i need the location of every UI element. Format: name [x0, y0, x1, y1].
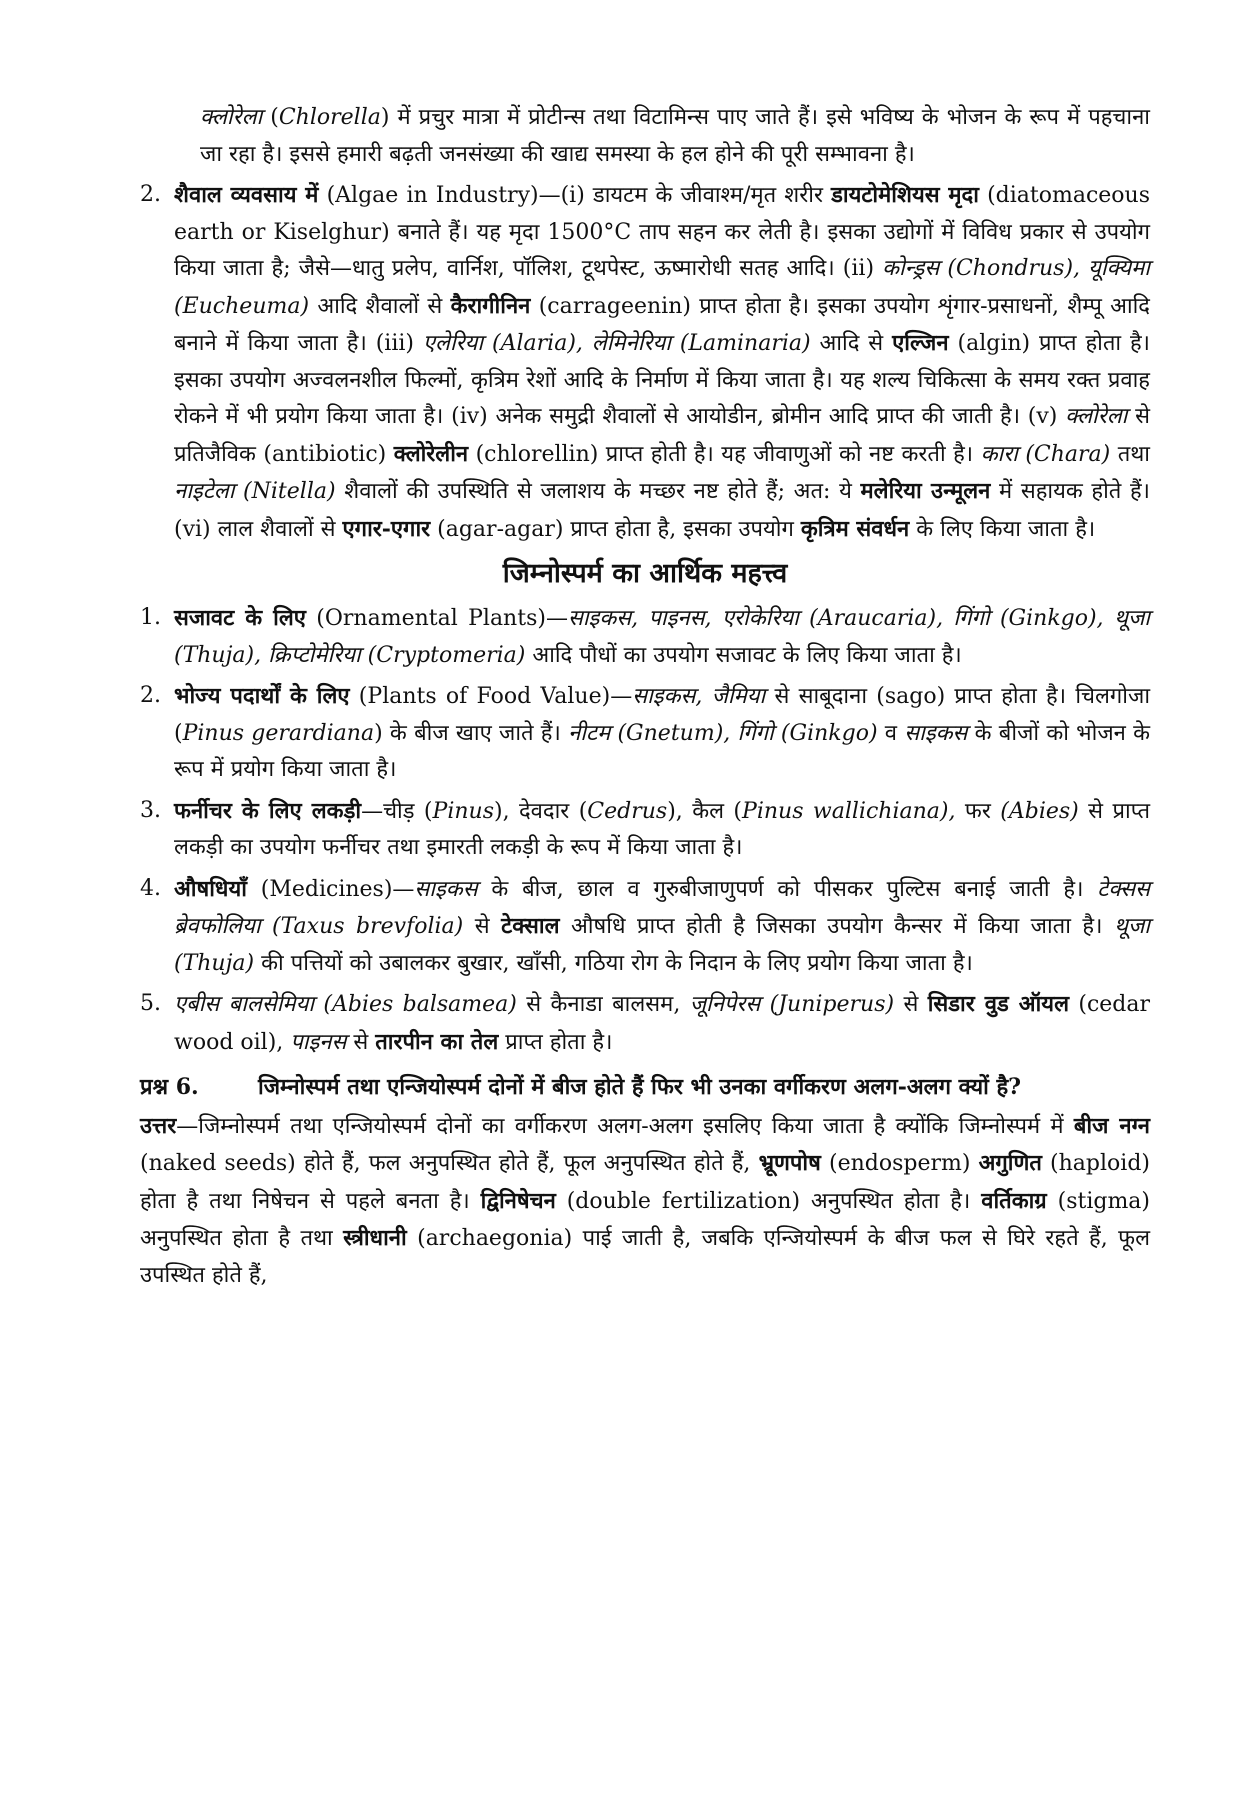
italic-term: जूनिपेरस (Juniperus) [689, 992, 895, 1017]
item-text: से प्राप्त लकड़ी का उपयोग फर्नीचर तथा इमारती लकड़ी के रूप में किया जाता है। [174, 798, 1151, 860]
item-body [174, 986, 1150, 1061]
bold-term: भ्रूणपोष [758, 1150, 821, 1176]
bold-term: एगार-एगार [342, 515, 431, 542]
bold-term: स्त्रीधानी [343, 1225, 407, 1251]
item-text: (algin) प्राप्त होता है। इसका उपयोग अज्वलनशील फिल्मों, कृत्रिम रेशों आदि के निर्माण में किया जाता है। यह शल्य चिकित्सा के समय रक्त प्रवाह रोकने में भी प्रयोग किया जाता है। (iv) अनेक समुद्री शैवालों से आयोडीन, ब्रोमीन आदि प्राप्त की जाती है। (v) [174, 331, 1151, 429]
item-text: से [346, 1029, 376, 1055]
item-text: से प्रतिजैविक (antibiotic) [174, 404, 1150, 467]
answer-text: (endosperm) [820, 1151, 979, 1176]
item-text: तथा [1110, 441, 1150, 467]
question-text: जिम्नोस्पर्म तथा एन्जियोस्पर्म दोनों में बीज होते हैं फिर भी उनका वर्गीकरण अलग-अलग क्यों है? [258, 1074, 1022, 1100]
italic-term: एबीस बालसेमिया (Abies balsamea) [174, 992, 517, 1017]
section-heading: जिम्नोस्पर्म का आर्थिक महत्त्व [502, 558, 788, 589]
bold-term: बीज नग्न [1073, 1112, 1150, 1139]
italic-term: Cedrus [587, 798, 668, 824]
italic-term: थूजा (Thuja) [174, 914, 1150, 976]
item-text: के बीजों को भोजन के रूप में प्रयोग किया जाता है। [174, 720, 1151, 782]
item-number: 2. [140, 683, 161, 708]
item-body [174, 871, 1150, 983]
item-text: (cedar wood oil), [174, 992, 1151, 1055]
bold-term: एल्जिन [892, 330, 949, 356]
list-item-food [140, 678, 1150, 789]
answer-text: (haploid) होता है तथा निषेचन से पहले बनता है। [140, 1151, 1150, 1214]
bold-term: कृत्रिम संवर्धन [800, 515, 910, 542]
item-text: (diatomaceous earth or Kiselghur) बनाते हैं। यह मृदा 1500°C ताप सहन कर लेती है। इसका उद्योगों में विविध प्रकार से उपयोग किया जाता है; जैसे—धातु प्रलेप, वार्निश, पॉलिश, टूथपेस्ट, ऊष्मारोधी सतह आदि। (ii) [174, 183, 1150, 281]
italic-term: नाइटेला (Nitella) [174, 479, 336, 504]
answer-text: (stigma) अनुपस्थित होता है तथा [140, 1188, 1151, 1251]
italic-term: क्लोरेला [1065, 404, 1128, 429]
bold-term: सिडार वुड ऑयल [927, 991, 1069, 1017]
item-text: व [877, 720, 905, 746]
item-text: ), देवदार ( [493, 798, 588, 824]
item-text: (Medicines)— [246, 876, 415, 902]
italic-term: Pinus [432, 798, 494, 824]
list-item-medicines [140, 871, 1150, 983]
item-text: (chlorellin) प्राप्त होती है। यह जीवाणुओं को नष्ट करती है। [468, 441, 981, 467]
list-item-furniture [140, 793, 1150, 867]
item-number: 2. [140, 182, 161, 207]
item-number: 1. [140, 605, 161, 630]
answer-label: उत्तर [140, 1112, 177, 1139]
item-text: (agar-agar) प्राप्त होता है, इसका उपयोग [430, 516, 801, 542]
italic-term: साइकस, पाइनस, एरोकेरिया (Araucaria), गिंगो (Ginkgo), थूजा (Thuja), क्रिप्टोमेरिया (Cryptomeria) [174, 606, 1150, 668]
italic-term: एलेरिया (Alaria), लेमिनेरिया (Laminaria) [422, 331, 811, 356]
intro-hindi-term: क्लोरेला [200, 105, 263, 130]
list-item-oils [140, 986, 1150, 1061]
question-block [140, 1069, 1150, 1106]
answer-text: —जिम्नोस्पर्म तथा एन्जियोस्पर्म दोनों का वर्गीकरण अलग-अलग इसलिए किया जाता है क्योंकि जिम्नोस्पर्म में [176, 1113, 1074, 1139]
bold-term: टेक्साल [501, 913, 560, 939]
item-text: आदि से [810, 331, 893, 356]
item-heading: फर्नीचर के लिए लकड़ी [174, 797, 362, 824]
item-text: में सहायक होते हैं। (vi) लाल शैवालों से [174, 479, 1150, 542]
intro-text: ( [262, 105, 279, 130]
item-text: ), कैल ( [667, 798, 743, 824]
item-heading: भोज्य पदार्थों के लिए [174, 683, 350, 709]
item-text: —चीड़ ( [361, 798, 433, 824]
item-text: से साबूदाना (sago) प्राप्त होता है। चिलगोजा ( [174, 684, 1151, 746]
item-text: आदि शैवालों से [309, 293, 451, 319]
algae-industry-item [140, 177, 1150, 548]
question-label: प्रश्न 6. [140, 1074, 199, 1100]
item-heading: शैवाल व्यवसाय में [174, 182, 319, 208]
answer-text: (archaegonia) पाई जाती है, जबकि एन्जियोस्पर्म के बीज फल से घिरे रहते हैं, फूल उपस्थित होते हैं, [140, 1226, 1150, 1288]
bold-term: वर्तिकाग्र [981, 1187, 1047, 1214]
bold-term: द्विनिषेचन [480, 1187, 556, 1214]
item-body [174, 600, 1150, 674]
item-text: के लिए किया जाता है। [909, 516, 1096, 542]
list-item-ornamental [140, 600, 1150, 674]
item-number: 5. [140, 991, 161, 1016]
item-text: फर [955, 798, 1001, 824]
item-text: आदि पौधों का उपयोग सजावट के लिए किया जाता है। [525, 642, 962, 668]
item-text: की पत्तियों को उबालकर बुखार, खाँसी, गठिया रोग के निदान के लिए प्रयोग किया जाता है। [254, 950, 973, 976]
answer-text: (naked seeds) होते हैं, फल अनुपस्थित होते हैं, फूल अनुपस्थित होते हैं, [140, 1151, 759, 1176]
item-heading: औषधियाँ [174, 875, 247, 902]
bold-term: क्लोरेलीन [393, 440, 469, 467]
item-text: औषधि प्राप्त होती है जिसका उपयोग कैन्सर में किया जाता है। [559, 914, 1114, 939]
item-text: ) के बीज खाए जाते हैं। [374, 720, 569, 746]
item-body [174, 678, 1150, 789]
item-text: प्राप्त होता है। [498, 1029, 613, 1055]
answer-paragraph [140, 1108, 1150, 1295]
italic-term: नीटम (Gnetum), गिंगो (Ginkgo) [568, 720, 878, 746]
item-heading: सजावट के लिए [174, 605, 306, 631]
bold-term: डायटोमेशियस मृदा [831, 182, 979, 208]
italic-term: Pinus wallichiana), [742, 798, 956, 824]
item-text: (carrageenin) प्राप्त होता है। इसका उपयोग शृंगार-प्रसाधनों, शैम्पू आदि बनाने में किया जाता है। (iii) [174, 293, 1150, 356]
italic-term: पाइनस [290, 1029, 347, 1055]
item-text: (Plants of Food Value)— [349, 684, 633, 709]
bold-term: मलेरिया उन्मूलन [860, 478, 991, 504]
bold-term: अगुणित [978, 1150, 1042, 1176]
italic-term: साइकस [904, 720, 968, 746]
item-text: (Ornamental Plants)— [305, 606, 568, 631]
item-text: से [894, 992, 928, 1017]
item-body [174, 177, 1150, 548]
item-text: से [463, 914, 502, 939]
bold-term: कैरागीनिन [450, 292, 531, 319]
intro-latin-term: Chlorella [278, 105, 381, 130]
italic-term: Pinus gerardiana [182, 720, 375, 746]
italic-term: साइकस, जैमिया [632, 684, 766, 709]
italic-term: कारा (Chara) [980, 441, 1111, 467]
intro-text: ) में प्रचुर मात्रा में प्रोटीन्स तथा विटामिन्स पाए जाते हैं। इसे भविष्य के भोजन के रूप में पहचाना जा रहा है। इससे हमारी बढ़ती जनसंख्या की खाद्य समस्या के हल होने की पूरी सम्भावना है। [200, 105, 1150, 167]
italic-term: साइकस [414, 876, 478, 902]
item-text: शैवालों की उपस्थिति से जलाशय के मच्छर नष्ट होते हैं; अत: ये [335, 479, 861, 504]
bold-term: तारपीन का तेल [375, 1028, 499, 1055]
item-text: से कैनाडा बालसम, [516, 992, 690, 1017]
italic-term: (Abies) [1000, 798, 1079, 824]
intro-paragraph [200, 100, 1150, 173]
answer-text: (double fertilization) अनुपस्थित होता है। [555, 1188, 982, 1214]
item-text: (Algae in Industry)—(i) डायटम के जीवाश्म/मृत शरीर [318, 183, 832, 208]
item-text: के बीज, छाल व गुरुबीजाणुपर्ण को पीसकर पुल्टिस बनाई जाती है। [477, 876, 1098, 902]
item-number: 3. [140, 797, 161, 823]
italic-term: टेक्सस ब्रेवफोलिया (Taxus brevfolia) [174, 876, 1150, 939]
item-body [174, 793, 1150, 867]
item-number: 4. [140, 875, 161, 901]
italic-term: कोन्ड्रस (Chondrus), यूक्यिमा (Eucheuma) [174, 256, 1150, 319]
